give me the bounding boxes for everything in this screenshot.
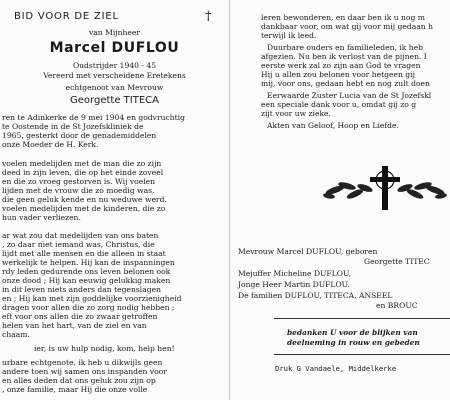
bio-line: te Oostende in de St Jozefskliniek de [2,122,144,131]
right-body-line: leren bewonderen, en daar ben ik u nog m [261,13,425,22]
body-line: chaam. [2,330,30,339]
honours-line: Vereerd met verscheidene Eretekens [43,71,186,80]
right-body-line: afgezien. Nu ben ik verlost van de pijnen. I [261,52,427,61]
body2-line: , onze familie, maar Hij die onze volle [2,385,148,394]
right-body-line: een speciale dank voor u, omdat gij zo g [261,100,417,109]
body-line: ar wat zou dat medelijden van ons baten [2,231,159,240]
family-line: Georgette TITEC [364,257,430,266]
body-line: en die zo vroeg gestorven is. Wij voelen [2,177,156,186]
spouse-name: Georgette TITECA [70,95,159,106]
service-line: Oudstrijder 1940 - 45 [72,61,157,70]
right-body-line: Eerwaarde Zuster Lucia van de St Jozefskl [267,91,432,100]
right-body-line: terwijl ik leed. [261,31,317,40]
prayer-line: ier, is uw hulp nodig, kom, help hen! [34,344,175,353]
card-heading: BID VOOR DE ZIEL [14,11,119,22]
closing-line: bedanken U voor de blijken van [287,328,418,337]
family-line: De familien DUFLOU, TITECA, ANSEEL [238,291,393,300]
body-line: deed in zijn leven, die op het einde zoveel [2,168,164,177]
right-body-line: Hij u allen zou belonen voor hetgeen gij [261,70,415,79]
right-page [229,0,450,400]
right-body-line: Akten van Geloof, Hoop en Liefde. [267,121,399,130]
body-line: die geen geluk kende en nu weduwe werd. [2,195,167,204]
family-line: Mejuffer Micheline DUFLOU, [238,269,352,278]
divider [274,354,450,355]
right-body-line: zijt voor uw zieke. [261,109,331,118]
body-line: werkelijk te helpen. Hij kan de inspanningen [2,258,175,267]
right-body-line: mij, voor ons, gedaan hebt en nog zult doen [261,79,430,88]
right-body-line: dankbaar voor, om wat gij voor mij gedaan h [261,22,433,31]
bio-line: ren te Adinkerke de 9 mei 1904 en godvruchtig [2,113,185,122]
body-line: , zo daar niet iemand was, Christus, die [2,240,155,249]
body-line: en ; Hij kan met zijn goddelijke voorzienigheid [2,294,182,303]
body2-line: andere toen wij samen ons inspanden voor [2,367,167,376]
cross-emblem-icon [315,160,450,218]
body2-line: en alles deden dat ons geluk zou zijn op [2,376,156,385]
body-line: dragen voor allen die zo zorg nodig hebben ; [2,303,175,312]
body-line: onze dood ; Hij kan eeuwig gelukkig maken [2,276,171,285]
right-body-line: Duurbare ouders en familieleden, ik heb [267,43,423,52]
family-line: Mevrouw Marcel DUFLOU, geboren [238,247,378,256]
bio-line: 1965, gesterkt door de genademiddelen [2,131,157,140]
van-mijnheer: van Mijnheer [88,28,141,37]
bio-line: onze Moeder de H. Kerk. [2,140,99,149]
spouse-intro: echtgenoot van Mevrouw [65,83,164,92]
right-body-line: eerste werk zal zo zijn aan God te vragen [261,61,421,70]
body-line: rdy leden gedurende ons leven belonen ook [2,267,171,276]
printer-line: Druk G Vandaele, Middelkerke [275,364,397,373]
family-line: en BROUC [376,301,418,310]
body-line: helen van het hart, van de ziel en van [2,321,147,330]
body-line: voelen medelijden met de man die zo zijn [2,159,162,168]
divider [274,318,450,319]
body2-line: urbare echtgenote, ik heb u dikwijls geen [2,358,163,367]
body-line: lijden met de vrouw die zo moedig was, [2,186,155,195]
deceased-name: Marcel DUFLOU [49,40,180,56]
body-line: lijdt met alle mensen en die alleen in staat [2,249,166,258]
body-line: in dit leven niets anders dan tegenslagen [2,285,161,294]
body-line: eft voor ons allen die zo zwaar getroffen [2,312,158,321]
family-line: Jonge Heer Martin DUFLOU. [238,280,350,289]
body-line: voelen medelijden met de kinderen, die zo [2,204,166,213]
cross-symbol: † [205,9,212,24]
closing-line: deelneming in rouw en gebeden [287,338,420,347]
body-line: hun vader verliezen. [2,213,81,222]
